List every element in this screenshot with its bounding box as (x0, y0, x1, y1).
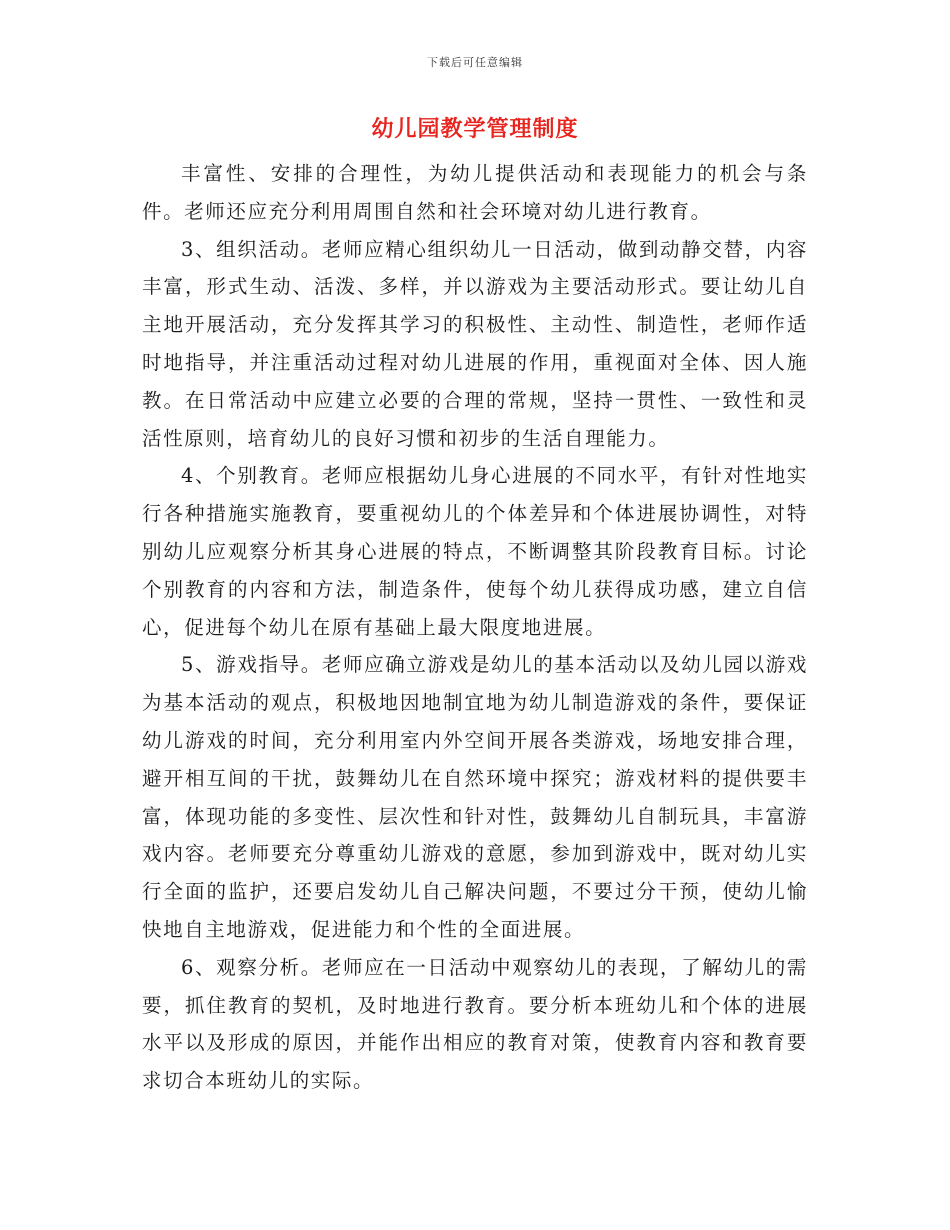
paragraph: 6、观察分析。老师应在一日活动中观察幼儿的表现，了解幼儿的需要，抓住教育的契机，及时地进行教育。要分析本班幼儿和个体的进展水平以及形成的原因，并能作出相应的教育对策，使教育内容和教育要求切合本班幼儿的实际。 (142, 955, 808, 1093)
header-note: 下载后可任意编辑 (427, 56, 523, 69)
document-title: 幼儿园教学管理制度 (371, 116, 579, 142)
paragraph: 5、游戏指导。老师应确立游戏是幼儿的基本活动以及幼儿园以游戏为基本活动的观点，积极地因地制宜地为幼儿制造游戏的条件，要保证幼儿游戏的时间，充分利用室内外空间开展各类游戏，场地安排合理，避开相互间的干扰，鼓舞幼儿在自然环境中探究；游戏材料的提供要丰富，体现功能的多变性、层次性和针对性，鼓舞幼儿自制玩具，丰富游戏内容。老师要充分尊重幼儿游戏的意愿，参加到游戏中，既对幼儿实行全面的监护，还要启发幼儿自己解决问题，不要过分干预，使幼儿愉快地自主地游戏，促进能力和个性的全面进展。 (142, 653, 808, 941)
paragraph: 3、组织活动。老师应精心组织幼儿一日活动，做到动静交替，内容丰富，形式生动、活泼、多样，并以游戏为主要活动形式。要让幼儿自主地开展活动，充分发挥其学习的积极性、主动性、制造性，老师作适时地指导，并注重活动过程对幼儿进展的作用，重视面对全体、因人施教。在日常活动中应建立必要的合理的常规，坚持一贯性、一致性和灵活性原则，培育幼儿的良好习惯和初步的生活自理能力。 (142, 237, 808, 450)
document-body (142, 155, 808, 1100)
paragraph: 丰富性、安排的合理性，为幼儿提供活动和表现能力的机会与条件。老师还应充分利用周围自然和社会环境对幼儿进行教育。 (142, 162, 808, 223)
paragraph: 4、个别教育。老师应根据幼儿身心进展的不同水平，有针对性地实行各种措施实施教育，要重视幼儿的个体差异和个体进展协调性，对特别幼儿应观察分析其身心进展的特点，不断调整其阶段教育目标。讨论个别教育的内容和方法，制造条件，使每个幼儿获得成功感，建立自信心，促进每个幼儿在原有基础上最大限度地进展。 (142, 464, 808, 639)
